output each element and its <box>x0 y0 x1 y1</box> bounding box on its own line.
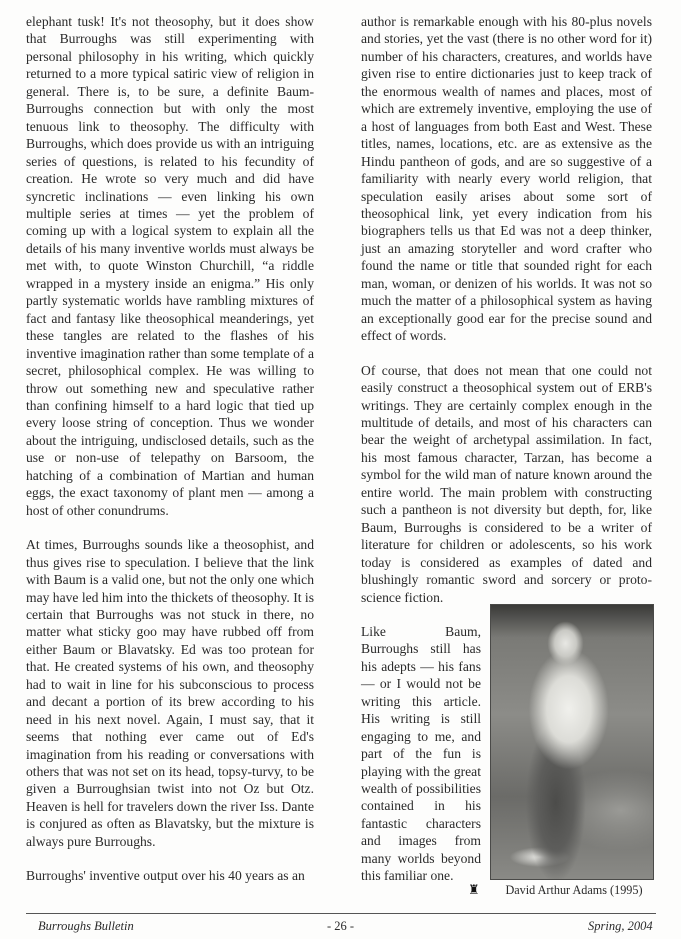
elephant-icon: ♜ <box>468 882 480 897</box>
author-photo-figure <box>490 604 654 880</box>
paragraph: At times, Burroughs sounds like a theosophist, and thus gives rise to speculation. I believe that the link with Baum is a valid one, but not the only one which may have led him into the thickets of theosophy. It is certain that Burroughs was not stuck in there, no matter what sticky goo may have rubbed off from either Baum or Blavatsky. Ed was too protean for that. He created systems of his own, and theosophy had to wait in line for his subconscious to process and decant a portion of its brew according to his need in his next novel. Again, I must say, that it seems that nothing ever came out of Ed's imagination from his reading or conversations with others that was not set on its head, topsy-turvy, to be given a Burroughsian twist into not Oz but Otz. Heaven is hell for travelers down the river Iss. Dante is conjured as often as Blavatsky, but the mixture is always pure Burroughs. <box>26 537 314 849</box>
photo-caption: David Arthur Adams (1995) <box>505 883 643 897</box>
footer-rule <box>26 913 656 914</box>
footer-page-number: - 26 - <box>327 919 355 933</box>
paragraph-beside-photo: Like Baum, Burroughs still has his adepts — his fans — or I would not be writing this article. His writing is still engaging to me, and part of the fun is playing with the great wealth of possibilities contained in his fantastic characters and images from many worlds beyond this familiar one. <box>361 623 481 884</box>
author-photo <box>490 604 654 880</box>
left-column <box>26 13 314 885</box>
footer-publication: Burroughs Bulletin <box>38 919 134 933</box>
paragraph: Burroughs' inventive output over his 40 years as an <box>26 868 305 884</box>
paragraph: elephant tusk! It's not theosophy, but it does show that Burroughs was still experimenting with personal philosophy in his writing, which quickly returned to a more typical satiric view of religion in general. There is, to be sure, a definite Baum-Burroughs connection but with only the most tenuous link to theosophy. The difficulty with Burroughs, which does provide us with an intriguing series of questions, is related to his fecundity of creation. He wrote so very much and did have syncretic inclinations — even linking his own multiple series at times — yet the problem of coming up with a logical system to explain all the details of his many inventive worlds must always be met with, to quote Winston Churchill, “a riddle wrapped in a mystery inside an enigma.” His only partly systematic worlds have rambling mixtures of fact and fantasy like theosophical meanderings, yet these tangles are related to the flashes of his inventive imagination rather than some template of a secret, philosophical complex. He was willing to throw out something new and speculative rather than confining himself to a hard logic that tied up every loose string of conception. Thus we wonder about the intriguing, undisclosed details, such as the use or non-use of telepathy on Barsoom, the hatching of a combination of Martian and human eggs, the exact taxonomy of plant men — among a host of other conundrums. <box>26 14 314 518</box>
paragraph: Of course, that does not mean that one could not easily construct a theosophical system out of ERB's writings. They are certainly complex enough in the multitude of details, and most of his characters can bear the weight of archetypal assimilation. In fact, his most famous character, Tarzan, has become a symbol for the wild man of nature known around the entire world. The main problem with constructing such a pantheon is not diversity but depth, for, like Baum, Burroughs is considered to be a writer of literature for children or adolescents, so his work today is considered as examples of dated and blushingly romantic sword and sorcery or proto-science fiction. <box>361 362 652 605</box>
paragraph: author is remarkable enough with his 80-plus novels and stories, yet the vast (there is no other word for it) number of his characters, creatures, and worlds have given rise to entire dictionaries just to keep track of the enormous wealth of names and places, most of which are extremely inventive, employing the use of a host of languages from both East and West. These titles, names, locations, etc. are as extensive as the Hindu pantheon of gods, and are so suggestive of a familiarity with nearly every world religion, that speculation easily arises about some sort of theosophical link, yet every indication from his biographers tells us that Ed was not a deep thinker, just an amazing storyteller and word crafter who found the name or title that sounded right for each man, woman, or denizen of his worlds. It was not so much the matter of a philosophical system as having an exceptionally good ear for the precise sound and effect of words. <box>361 14 652 344</box>
footer-issue: Spring, 2004 <box>588 919 653 933</box>
